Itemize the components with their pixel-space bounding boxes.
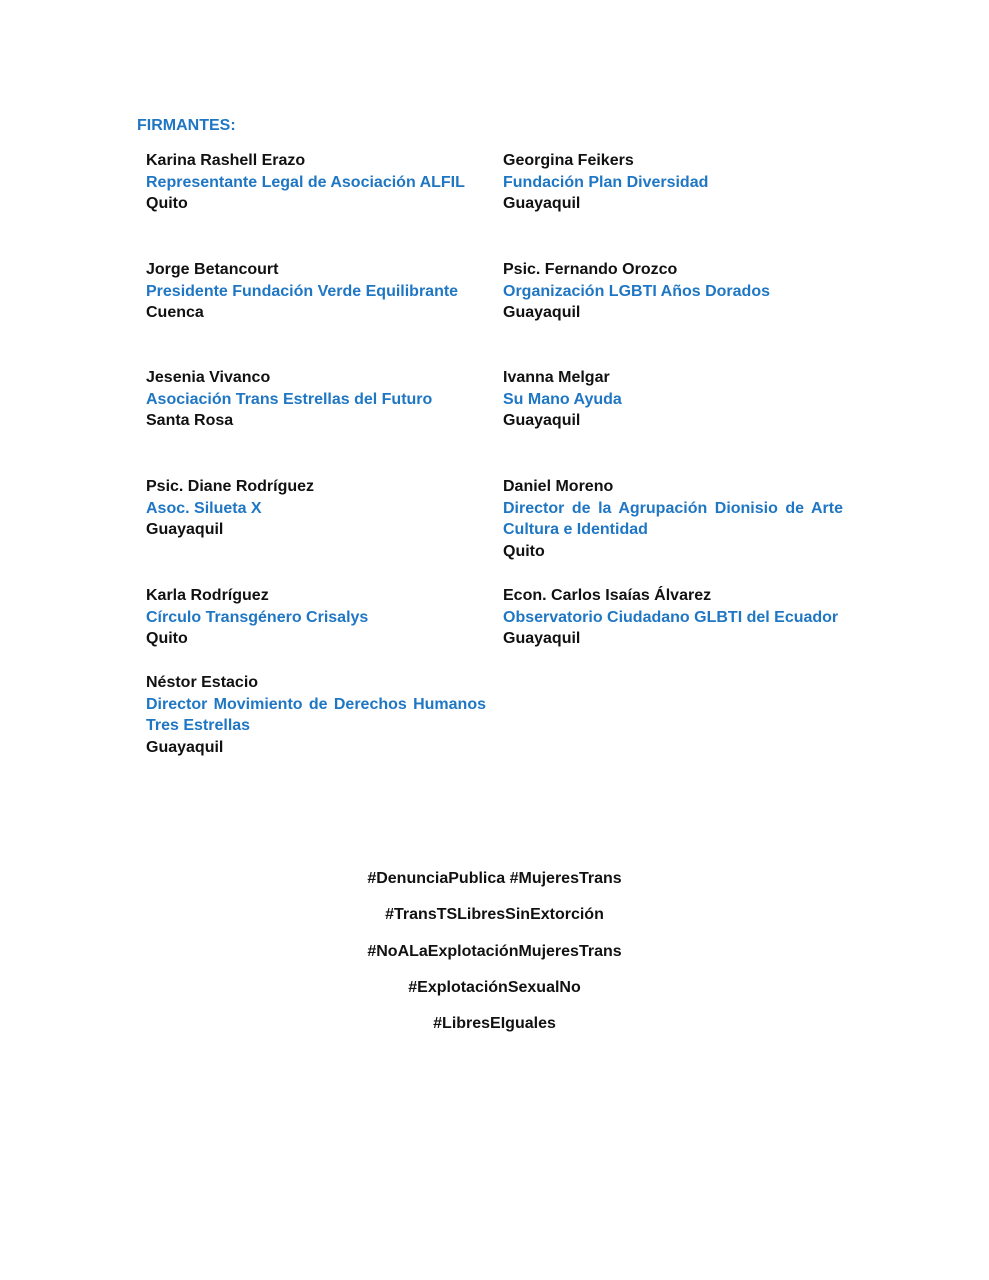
signatory-city: Guayaquil: [146, 739, 224, 757]
signatory-name: Néstor Estacio: [146, 674, 259, 691]
signatory-organization: Fundación Plan Diversidad: [503, 173, 709, 191]
signatory-block: [503, 150, 843, 215]
signatory-organization: Director Movimiento de Derechos Humanos Tres Estrellas: [146, 695, 486, 735]
signatory-block: [503, 585, 843, 650]
signatory-city: Cuenca: [146, 304, 204, 322]
signatory-name: Jesenia Vivanco: [146, 369, 271, 386]
signatory-city: Guayaquil: [503, 412, 581, 430]
signatory-city: Santa Rosa: [146, 412, 234, 430]
signatory-city: Guayaquil: [146, 521, 224, 539]
signatory-city: Quito: [146, 630, 188, 648]
signatory-name: Psic. Diane Rodríguez: [146, 478, 315, 495]
signatory-city: Guayaquil: [503, 195, 581, 213]
signatory-organization: Asociación Trans Estrellas del Futuro: [146, 390, 433, 408]
signatory-name: Daniel Moreno: [503, 478, 614, 495]
hashtag-list: [0, 868, 989, 1049]
signatory-block: [146, 585, 486, 650]
hashtag-line: #ExplotaciónSexualNo: [408, 978, 581, 996]
signatories-heading: FIRMANTES:: [137, 117, 236, 134]
signatory-block: [503, 367, 843, 432]
signatory-block: [146, 150, 486, 215]
signatory-name: Ivanna Melgar: [503, 369, 610, 386]
signatory-name: Karla Rodríguez: [146, 587, 269, 604]
hashtag-line: #LibresEIguales: [433, 1015, 556, 1033]
signatory-organization: Observatorio Ciudadano GLBTI del Ecuador: [503, 608, 839, 626]
signatory-organization: Organización LGBTI Años Dorados: [503, 282, 770, 300]
signatory-name: Jorge Betancourt: [146, 261, 279, 278]
signatory-city: Guayaquil: [503, 630, 581, 648]
signatory-name: Karina Rashell Erazo: [146, 152, 306, 169]
signatory-block: [146, 367, 486, 432]
signatory-name: Georgina Feikers: [503, 152, 634, 169]
signatory-name: Psic. Fernando Orozco: [503, 261, 678, 278]
signatory-city: Quito: [146, 195, 188, 213]
signatory-block: [503, 476, 843, 563]
signatory-organization: Presidente Fundación Verde Equilibrante: [146, 282, 459, 300]
signatory-organization: Representante Legal de Asociación ALFIL: [146, 173, 465, 191]
signatory-city: Guayaquil: [503, 304, 581, 322]
signatory-organization: Su Mano Ayuda: [503, 390, 622, 408]
signatory-name: Econ. Carlos Isaías Álvarez: [503, 587, 712, 604]
signatory-organization: Asoc. Silueta X: [146, 499, 262, 517]
signatory-block: [503, 259, 843, 324]
signatory-block: [146, 259, 486, 324]
signatory-organization: Círculo Transgénero Crisalys: [146, 608, 369, 626]
hashtag-line: #DenunciaPublica #MujeresTrans: [367, 870, 622, 887]
hashtag-line: #TransTSLibresSinExtorción: [385, 906, 604, 924]
signatory-block: [146, 672, 486, 759]
signatory-organization: Director de la Agrupación Dionisio de Arte Cultura e Identidad: [503, 499, 843, 539]
signatory-block: [146, 476, 486, 541]
hashtag-line: #NoALaExplotaciónMujeresTrans: [367, 942, 622, 960]
signatory-city: Quito: [503, 543, 545, 561]
